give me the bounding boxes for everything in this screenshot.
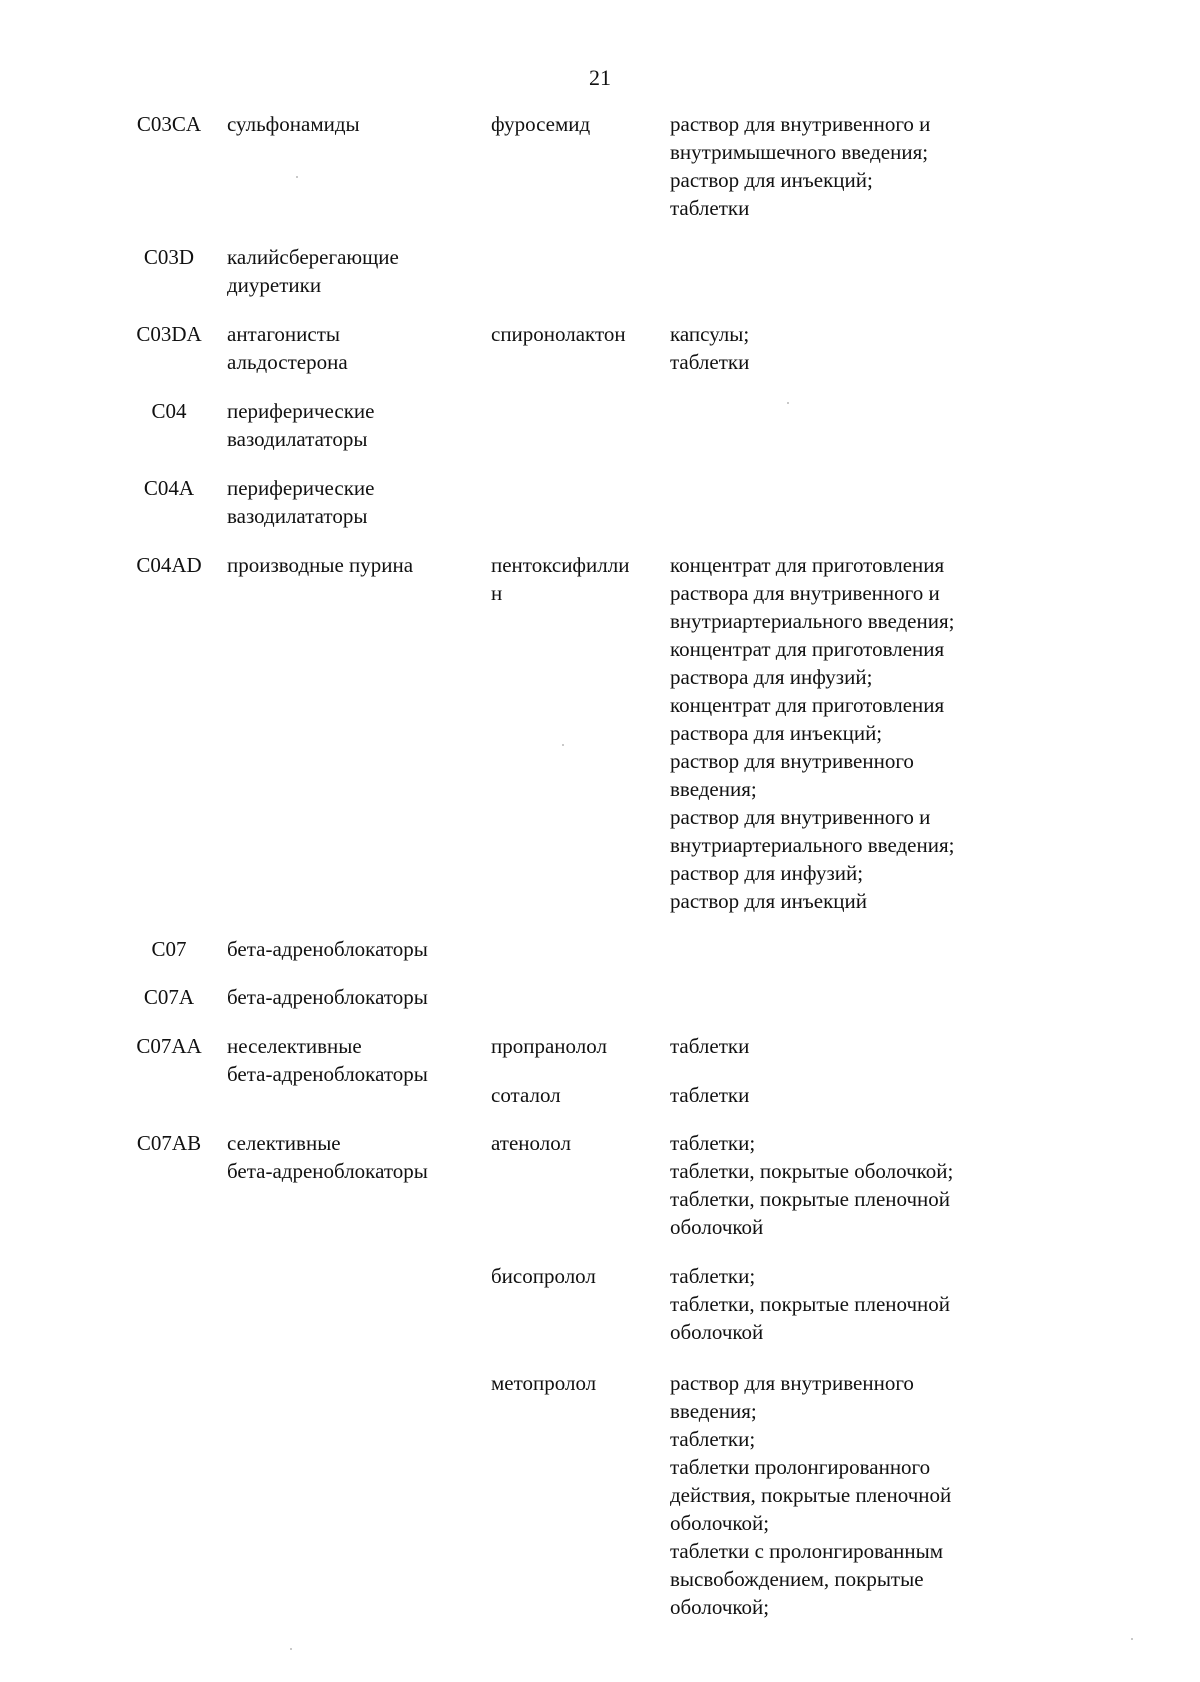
dosage-form-cell <box>670 1032 1010 1060</box>
drug-name-line: атенолол <box>491 1131 571 1155</box>
anatomical-therapeutic-group-line: калийсберегающие <box>227 245 399 269</box>
anatomical-therapeutic-group-cell <box>227 110 477 138</box>
dosage-form-line: раствор для внутривенного и <box>670 112 931 136</box>
atc-code-cell: C03DA <box>136 322 202 346</box>
atc-code-cell: C07AB <box>136 1131 202 1155</box>
anatomical-therapeutic-group-line: периферические <box>227 399 375 423</box>
dosage-form-line: оболочкой <box>670 1215 764 1239</box>
dosage-form-line: таблетки с пролонгированным <box>670 1539 944 1563</box>
dosage-form-cell <box>670 1081 1010 1109</box>
dosage-form-line: высвобождением, покрытые <box>670 1567 924 1591</box>
drug-name-cell <box>491 1032 661 1060</box>
dosage-form-line: внутримышечного введения; <box>670 140 929 164</box>
anatomical-therapeutic-group-line: бета-адреноблокаторы <box>227 1062 428 1086</box>
anatomical-therapeutic-group-line: сульфонамиды <box>227 112 360 136</box>
dosage-form-cell <box>670 320 1010 376</box>
dosage-form-cell <box>670 1369 1010 1621</box>
dosage-form-cell <box>670 551 1010 915</box>
anatomical-therapeutic-group-cell <box>227 243 477 299</box>
dosage-form-line: оболочкой <box>670 1320 764 1344</box>
dosage-form-line: таблетки пролонгированного <box>670 1455 931 1479</box>
dosage-form-line: оболочкой; <box>670 1511 770 1535</box>
anatomical-therapeutic-group-cell <box>227 474 477 530</box>
anatomical-therapeutic-group-cell <box>227 1032 477 1088</box>
drug-name-cell <box>491 110 661 138</box>
atc-code-cell: C07AA <box>136 1034 202 1058</box>
dosage-form-line: раствор для внутривенного <box>670 1371 914 1395</box>
atc-code-cell: C04AD <box>136 553 202 577</box>
drug-name-line: бисопролол <box>491 1264 596 1288</box>
anatomical-therapeutic-group-cell <box>227 320 477 376</box>
dosage-form-cell <box>670 1262 1010 1346</box>
dosage-form-line: таблетки <box>670 1083 750 1107</box>
dosage-form-line: капсулы; <box>670 322 750 346</box>
scan-speck <box>562 744 564 746</box>
dosage-form-line: таблетки, покрытые оболочкой; <box>670 1159 954 1183</box>
dosage-form-line: раствора для инъекций; <box>670 721 883 745</box>
scan-speck <box>290 1648 292 1650</box>
anatomical-therapeutic-group-line: бета-адреноблокаторы <box>227 937 428 961</box>
anatomical-therapeutic-group-line: бета-адреноблокаторы <box>227 985 428 1009</box>
dosage-form-line: введения; <box>670 1399 757 1423</box>
anatomical-therapeutic-group-line: альдостерона <box>227 350 348 374</box>
anatomical-therapeutic-group-line: бета-адреноблокаторы <box>227 1159 428 1183</box>
drug-name-line: соталол <box>491 1083 561 1107</box>
anatomical-therapeutic-group-cell <box>227 551 477 579</box>
anatomical-therapeutic-group-line: селективные <box>227 1131 341 1155</box>
dosage-form-line: таблетки <box>670 350 750 374</box>
drug-name-cell <box>491 1369 661 1397</box>
dosage-form-cell <box>670 110 1010 222</box>
drug-name-cell <box>491 1129 661 1157</box>
page-number: 21 <box>589 65 611 90</box>
anatomical-therapeutic-group-line: производные пурина <box>227 553 414 577</box>
dosage-form-line: раствор для инфузий; <box>670 861 864 885</box>
drug-name-line: пентоксифилли <box>491 553 630 577</box>
dosage-form-line: концентрат для приготовления <box>670 693 945 717</box>
drug-name-line: н <box>491 581 503 605</box>
dosage-form-line: таблетки, покрытые пленочной <box>670 1187 951 1211</box>
anatomical-therapeutic-group-line: вазодилататоры <box>227 504 368 528</box>
anatomical-therapeutic-group-cell <box>227 1129 477 1185</box>
scan-speck <box>787 402 789 404</box>
dosage-form-line: раствора для инфузий; <box>670 665 873 689</box>
dosage-form-cell <box>670 1129 1010 1241</box>
scan-speck <box>1131 1638 1133 1640</box>
atc-code-cell: C07 <box>151 937 187 961</box>
atc-code-cell: C04A <box>143 476 195 500</box>
dosage-form-line: внутриартериального введения; <box>670 609 955 633</box>
drug-name-line: спиронолактон <box>491 322 626 346</box>
anatomical-therapeutic-group-cell <box>227 935 477 963</box>
atc-code-cell: C03CA <box>136 112 202 136</box>
scan-speck <box>296 176 298 178</box>
dosage-form-line: раствор для внутривенного и <box>670 805 931 829</box>
dosage-form-line: раствор для внутривенного <box>670 749 914 773</box>
drug-name-line: метопролол <box>491 1371 597 1395</box>
dosage-form-line: таблетки, покрытые пленочной <box>670 1292 951 1316</box>
anatomical-therapeutic-group-line: неселективные <box>227 1034 362 1058</box>
dosage-form-line: таблетки; <box>670 1131 756 1155</box>
drug-name-cell <box>491 1081 661 1109</box>
dosage-form-line: внутриартериального введения; <box>670 833 955 857</box>
atc-code-cell: C07A <box>143 985 195 1009</box>
dosage-form-line: раствор для инъекций; <box>670 168 873 192</box>
dosage-form-line: оболочкой; <box>670 1595 770 1619</box>
drug-name-cell <box>491 551 661 607</box>
dosage-form-line: раствор для инъекций <box>670 889 867 913</box>
dosage-form-line: действия, покрытые пленочной <box>670 1483 952 1507</box>
drug-name-cell <box>491 1262 661 1290</box>
anatomical-therapeutic-group-cell <box>227 397 477 453</box>
dosage-form-line: таблетки; <box>670 1427 756 1451</box>
dosage-form-line: раствора для внутривенного и <box>670 581 940 605</box>
anatomical-therapeutic-group-line: периферические <box>227 476 375 500</box>
anatomical-therapeutic-group-cell <box>227 983 477 1011</box>
atc-code-cell: C04 <box>151 399 187 423</box>
dosage-form-line: таблетки <box>670 196 750 220</box>
atc-code-cell: C03D <box>143 245 195 269</box>
drug-name-line: пропранолол <box>491 1034 607 1058</box>
dosage-form-line: таблетки <box>670 1034 750 1058</box>
drug-name-cell <box>491 320 661 348</box>
dosage-form-line: концентрат для приготовления <box>670 553 945 577</box>
drug-name-line: фуросемид <box>491 112 591 136</box>
anatomical-therapeutic-group-line: диуретики <box>227 273 322 297</box>
dosage-form-line: таблетки; <box>670 1264 756 1288</box>
dosage-form-line: введения; <box>670 777 757 801</box>
dosage-form-line: концентрат для приготовления <box>670 637 945 661</box>
anatomical-therapeutic-group-line: вазодилататоры <box>227 427 368 451</box>
anatomical-therapeutic-group-line: антагонисты <box>227 322 340 346</box>
